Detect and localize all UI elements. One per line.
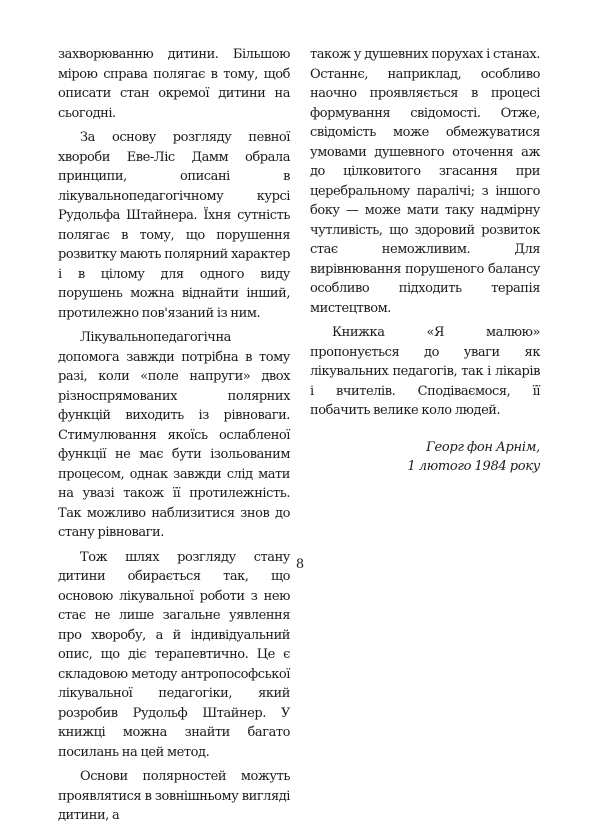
signature-date: 1 лютого 1984 року [407, 459, 540, 474]
page-number: 8 [295, 557, 305, 572]
paragraph: Тож шлях розгляду стану дитини обирається так, що основою лікувальної роботи з нею стає не лише загальне уявлення про хворобу, а й індивідуальний опис, що діє терапевтично. Це є складовою методу антропософської лікувальної педагогіки, який розробив Рудольф Штайнер. У книжці можна знайти багато посилань на цей метод. [58, 549, 290, 760]
left-column [58, 45, 290, 831]
paragraph: захворюванню дитини. Більшою мірою справа полягає в тому, щоб описати стан окремої дитини на сьогодні. [58, 47, 290, 121]
signature [310, 438, 540, 477]
signature-author: Георг фон Арнім, [426, 439, 540, 455]
paragraph: За основу розгляду певної хвороби Еве-Ліс Дамм обрала принципи, описані в лікувальнопедагогічному курсі Рудольфа Штайнера. Їхня сутність полягає в тому, що порушення розвитку мають полярний характер і в цілому для одного виду порушень можна віднайти інший, протилежно пов'язаний із ним. [58, 130, 290, 321]
paragraph: Лікувальнопедагогічна допомога завжди потрібна в тому разі, коли «поле напруги» двох різноспрямованих полярних функцій виходить із рівноваги. Стимулювання якоїсь ослабленої функції не має бути ізольованим процесом, однак завжди слід мати на увазі також її протилежність. Так можливо наблизитися знов до стану рівноваги. [58, 330, 290, 540]
right-column [310, 45, 540, 477]
paragraph: Книжка «Я малюю» пропонується до уваги як лікувальних педагогів, так і лікарів і вчителів. Сподіваємося, її побачить велике коло людей. [310, 325, 540, 418]
paragraph: Основи полярностей можуть проявлятися в зовнішньому вигляді дитини, а [58, 769, 290, 823]
paragraph: також у душевних порухах і станах. Останнє, наприклад, особливо наочно проявляється в процесі формування свідомості. Отже, свідомість може обмежуватися умовами душевного оточення аж до цілковитого згасання при церебральному паралічі; з іншого боку — може мати таку надмірну чутливість, що здоровий розвиток стає неможливим. Для вирівнювання порушеного балансу особливо підходить терапія мистецтвом. [310, 47, 540, 316]
